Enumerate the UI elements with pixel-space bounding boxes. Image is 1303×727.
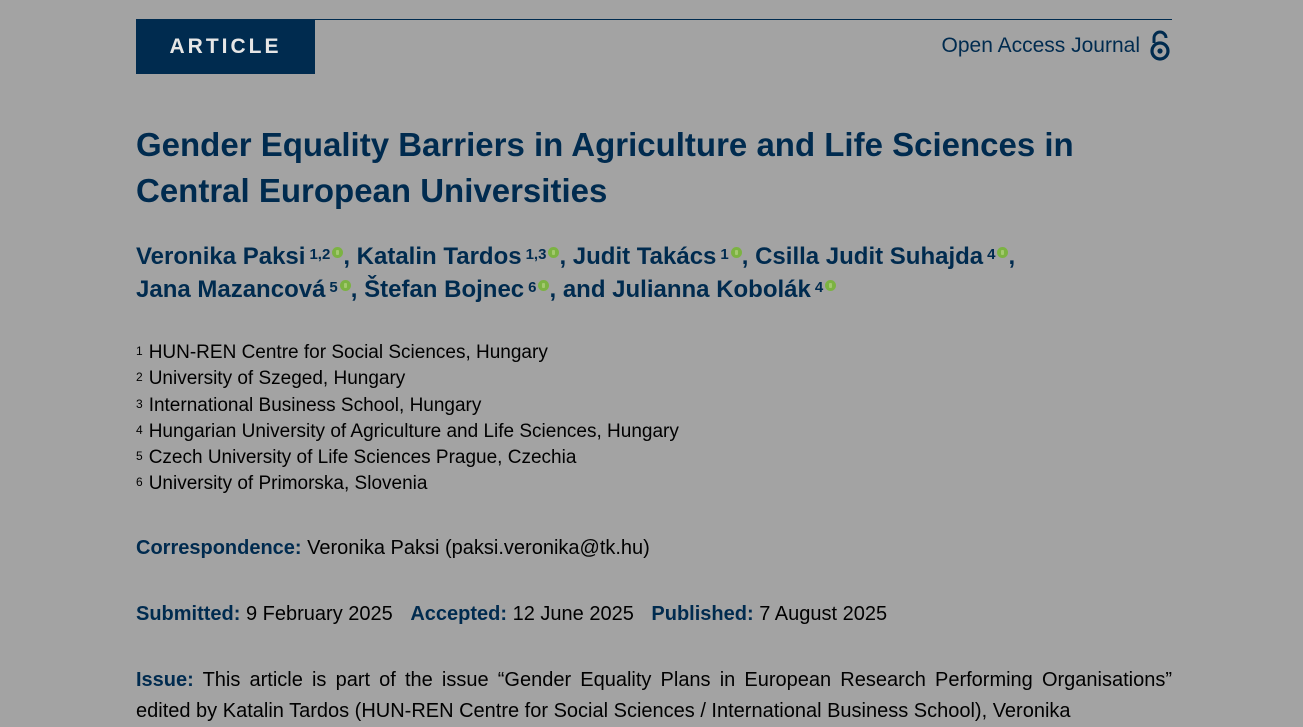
affiliation-item: $^4$ Hungarian University of Agriculture and Life Sciences, Hungary [136,420,679,442]
orcid-icon[interactable] [997,247,1008,258]
author[interactable]: Judit Takács $^1$ , [572,243,749,270]
issue-statement [136,665,1172,727]
orcid-icon[interactable] [731,247,742,258]
issue-label: Issue: [136,669,194,691]
orcid-icon[interactable] [825,280,836,291]
correspondence-value[interactable]: Veronika Paksi (paksi.veronika@tk.hu) [307,537,650,559]
affiliation-item: $^6$ University of Primorska, Slovenia [136,473,428,495]
author[interactable]: Csilla Judit Suhajda $^4$ , [755,243,1016,270]
author[interactable]: and Julianna Kobolák $^4$ [563,276,836,303]
open-access-journal[interactable] [942,30,1172,62]
affiliation-item: $^1$ HUN-REN Centre for Social Sciences, Hungary [136,342,548,363]
submitted-date: 9 February 2025 [246,603,393,625]
submitted-label: Submitted: [136,603,241,625]
accepted-label: Accepted: [410,603,508,625]
author[interactable]: Štefan Bojnec $^6$ , [364,276,557,303]
correspondence [136,537,650,560]
article-type-badge: ARTICLE [136,19,315,74]
open-access-lock-icon [1148,30,1172,62]
correspondence-label: Correspondence: [136,537,302,559]
author[interactable]: Jana Mazancová $^5$ , [136,276,358,303]
affiliation-item: $^3$ International Business School, Hungary [136,394,482,416]
author-list [136,240,1172,306]
affiliation-item: $^5$ Czech University of Life Sciences Prague, Czechia [136,447,577,469]
orcid-icon[interactable] [548,247,559,258]
published-label: Published: [651,603,754,625]
author[interactable]: Katalin Tardos $^{1,3}$ , [356,243,567,270]
journal-label: Open Access Journal [941,34,1140,57]
author[interactable]: Veronika Paksi $^{1,2}$ , [136,243,350,270]
orcid-icon[interactable] [332,247,343,258]
accepted-date: 12 June 2025 [512,603,634,625]
article-title: Gender Equality Barriers in Agriculture and Life Sciences in Central European Universities [136,126,1074,209]
affiliation-item: $^2$ University of Szeged, Hungary [136,368,406,390]
issue-text: This article is part of the issue “Gender Equality Plans in European Research Performing Organisations” edited by Katalin Tardos (HUN-REN Centre for Social Sciences / International Business School), Veronika [136,669,1172,722]
affiliation-list [136,340,679,498]
publication-dates [136,603,887,626]
orcid-icon[interactable] [538,280,549,291]
orcid-icon[interactable] [340,280,351,291]
published-date: 7 August 2025 [759,603,888,625]
